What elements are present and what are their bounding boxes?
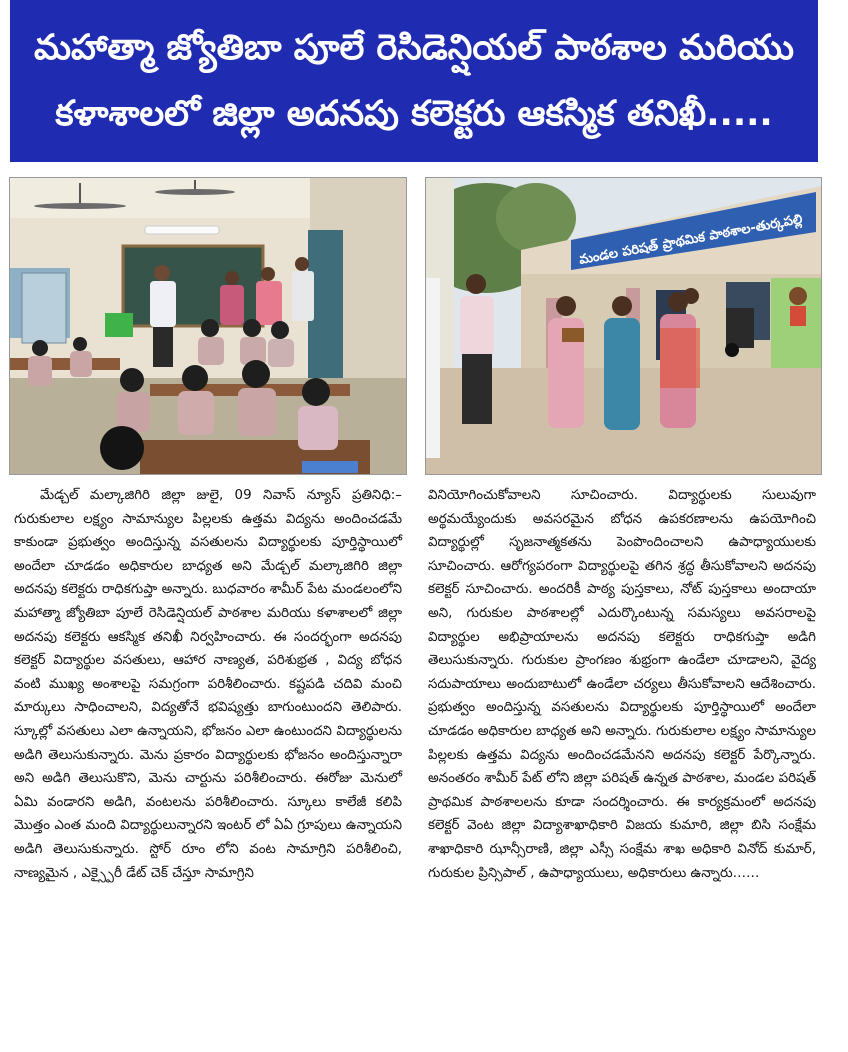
- headline-line-2: కళాశాలలో జిల్లా అదనపు కలెక్టరు ఆకస్మిక తనిఖీ.....: [55, 94, 773, 134]
- article-text-right: వినియోగించుకోవాలని సూచించారు. విద్యార్థులకు సులువుగా అర్థమయ్యేందుకు అవసరమైన బోధన ఉపకరణాలను ఉపయోగించి విద్యార్థుల్లో సృజనాత్మకతను పెంపొందించాలని ఉపాధ్యాయులకు సూచించారు. ఆరోగ్యపరంగా విద్యార్థులపై తగిన శ్రద్ధ తీసుకోవాలని అదనపు కలెక్టర్ సూచించారు. అందరికీ పాఠ్య పుస్తకాలు, నోట్ పుస్తకాలు అందాయా అని, గురుకుల పాఠశాలల్లో ఎదుర్కొంటున్న సమస్యలు అవసరాలపై విద్యార్థుల అభిప్రాయాలను అదనపు కలెక్టరు రాధికగుప్తా అడిగి తెలుసుకున్నారు. గురుకుల ప్రాంగణం శుభ్రంగా ఉండేలా చూడాలని, వైద్య సదుపాయాలు అందుబాటులో ఉండేలా చర్యలు తీసుకోవాలని ఆదేశించారు. ప్రభుత్వం అందిస్తున్న వసతులను విద్యార్థులకు పూర్తిస్థాయిలో అందేలా చూడడం అధికారుల బాధ్యత అని అన్నారు. గురుకులాల లక్ష్యం సామాన్యుల పిల్లలకు ఉత్తమ విద్యను అందించడమేనని అదనపు కలెక్టర్ పేర్కొన్నారు. అనంతరం శామీర్ పేట్ లోని జిల్లా పరిషత్ ఉన్నత పాఠశాల, మండల పరిషత్ ప్రాథమిక పాఠశాలలను కూడా సందర్శించారు. ఈ కార్యక్రమంలో అదనపు కలెక్టర్ వెంట జిల్లా విద్యాశాఖాధికారి విజయ కుమారి, జిల్లా బిసి సంక్షేమ శాఖాధికారి ఝాన్సీరాణి, జిల్లా ఎస్సీ సంక్షేమ శాఖ అధికారి వినోద్ కుమార్, గురుకుల ప్రిన్సిపాల్ , ఉపాధ్యాయులు, అధికారులు ఉన్నారు……: [428, 488, 816, 881]
- signboard-text: మండల పరిషత్ ప్రాథమిక పాఠశాల-తుర్కపల్లి: [577, 211, 804, 268]
- article-text-left: మేడ్చల్ మల్కాజిగిరి జిల్లా జులై, 09 నివాస్ న్యూస్ ప్రతినిధి:– గురుకులాల లక్ష్యం సామాన్యుల పిల్లలకు ఉత్తమ విద్యను అందించడమే కాకుండా ప్రభుత్వం అందిస్తున్న వసతులను విద్యార్థులకు పూర్తిస్థాయిలో అందేలా చూడడం అధికారుల బాధ్యత అని మేడ్చల్ మల్కాజిగిరి జిల్లా అదనపు కలెక్టరు రాధికగుప్తా అన్నారు. బుధవారం శామీర్ పేట మండలంలోని మహాత్మా జ్యోతిబా పూలే రెసిడెన్షియల్ పాఠశాల మరియు కళాశాలలో జిల్లా అదనపు కలెక్టరు ఆకస్మిక తనిఖీ నిర్వహించారు. ఈ సందర్భంగా అదనపు కలెక్టర్ విద్యార్థుల వసతులు, ఆహార నాణ్యత, పరిశుభ్రత , విద్య బోధన వంటి ముఖ్య అంశాలపై సమగ్రంగా పరిశీలించారు. కష్టపడి చదివి మంచి మార్కులు సాధించాలని, విద్యతోనే భవిష్యత్తు బాగుంటుందని తెలిపారు. స్కూల్లో వసతులు ఎలా ఉన్నాయని, భోజనం ఎలా ఉంటుందని విద్యార్థులను అడిగి తెలుసుకున్నారు. మెను ప్రకారం విద్యార్థులకు భోజనం అందిస్తున్నారా అని అడిగి తెలుసుకొని, మెను చార్టును పరిశీలించారు. ఈరోజు మెనులో ఏమి వండారని అడిగి, వంటలను పరిశీలించారు. స్కూలు కాలేజీ కలిపి మొత్తం ఎంత మంది విద్యార్థులున్నారని ఇంటర్ లో ఏఏ గ్రూపులు ఉన్నాయని అడిగి తెలుసుకున్నారు. స్టోర్ రూం లోని వంట సామాగ్రిని పరిశీలించి, నాణ్యమైన , ఎక్స్పైరీ డేట్ చెక్ చేస్తూ సామాగ్రిని: [14, 488, 402, 881]
- headline-line-1: మహాత్మా జ్యోతిబా పూలే రెసిడెన్షియల్ పాఠశాల మరియు: [34, 28, 794, 68]
- headline-banner: [10, 0, 818, 162]
- article-column-right: [428, 484, 816, 885]
- article-column-left: [14, 484, 402, 885]
- classroom-photo: [9, 177, 407, 475]
- school-visit-photo: [425, 177, 822, 475]
